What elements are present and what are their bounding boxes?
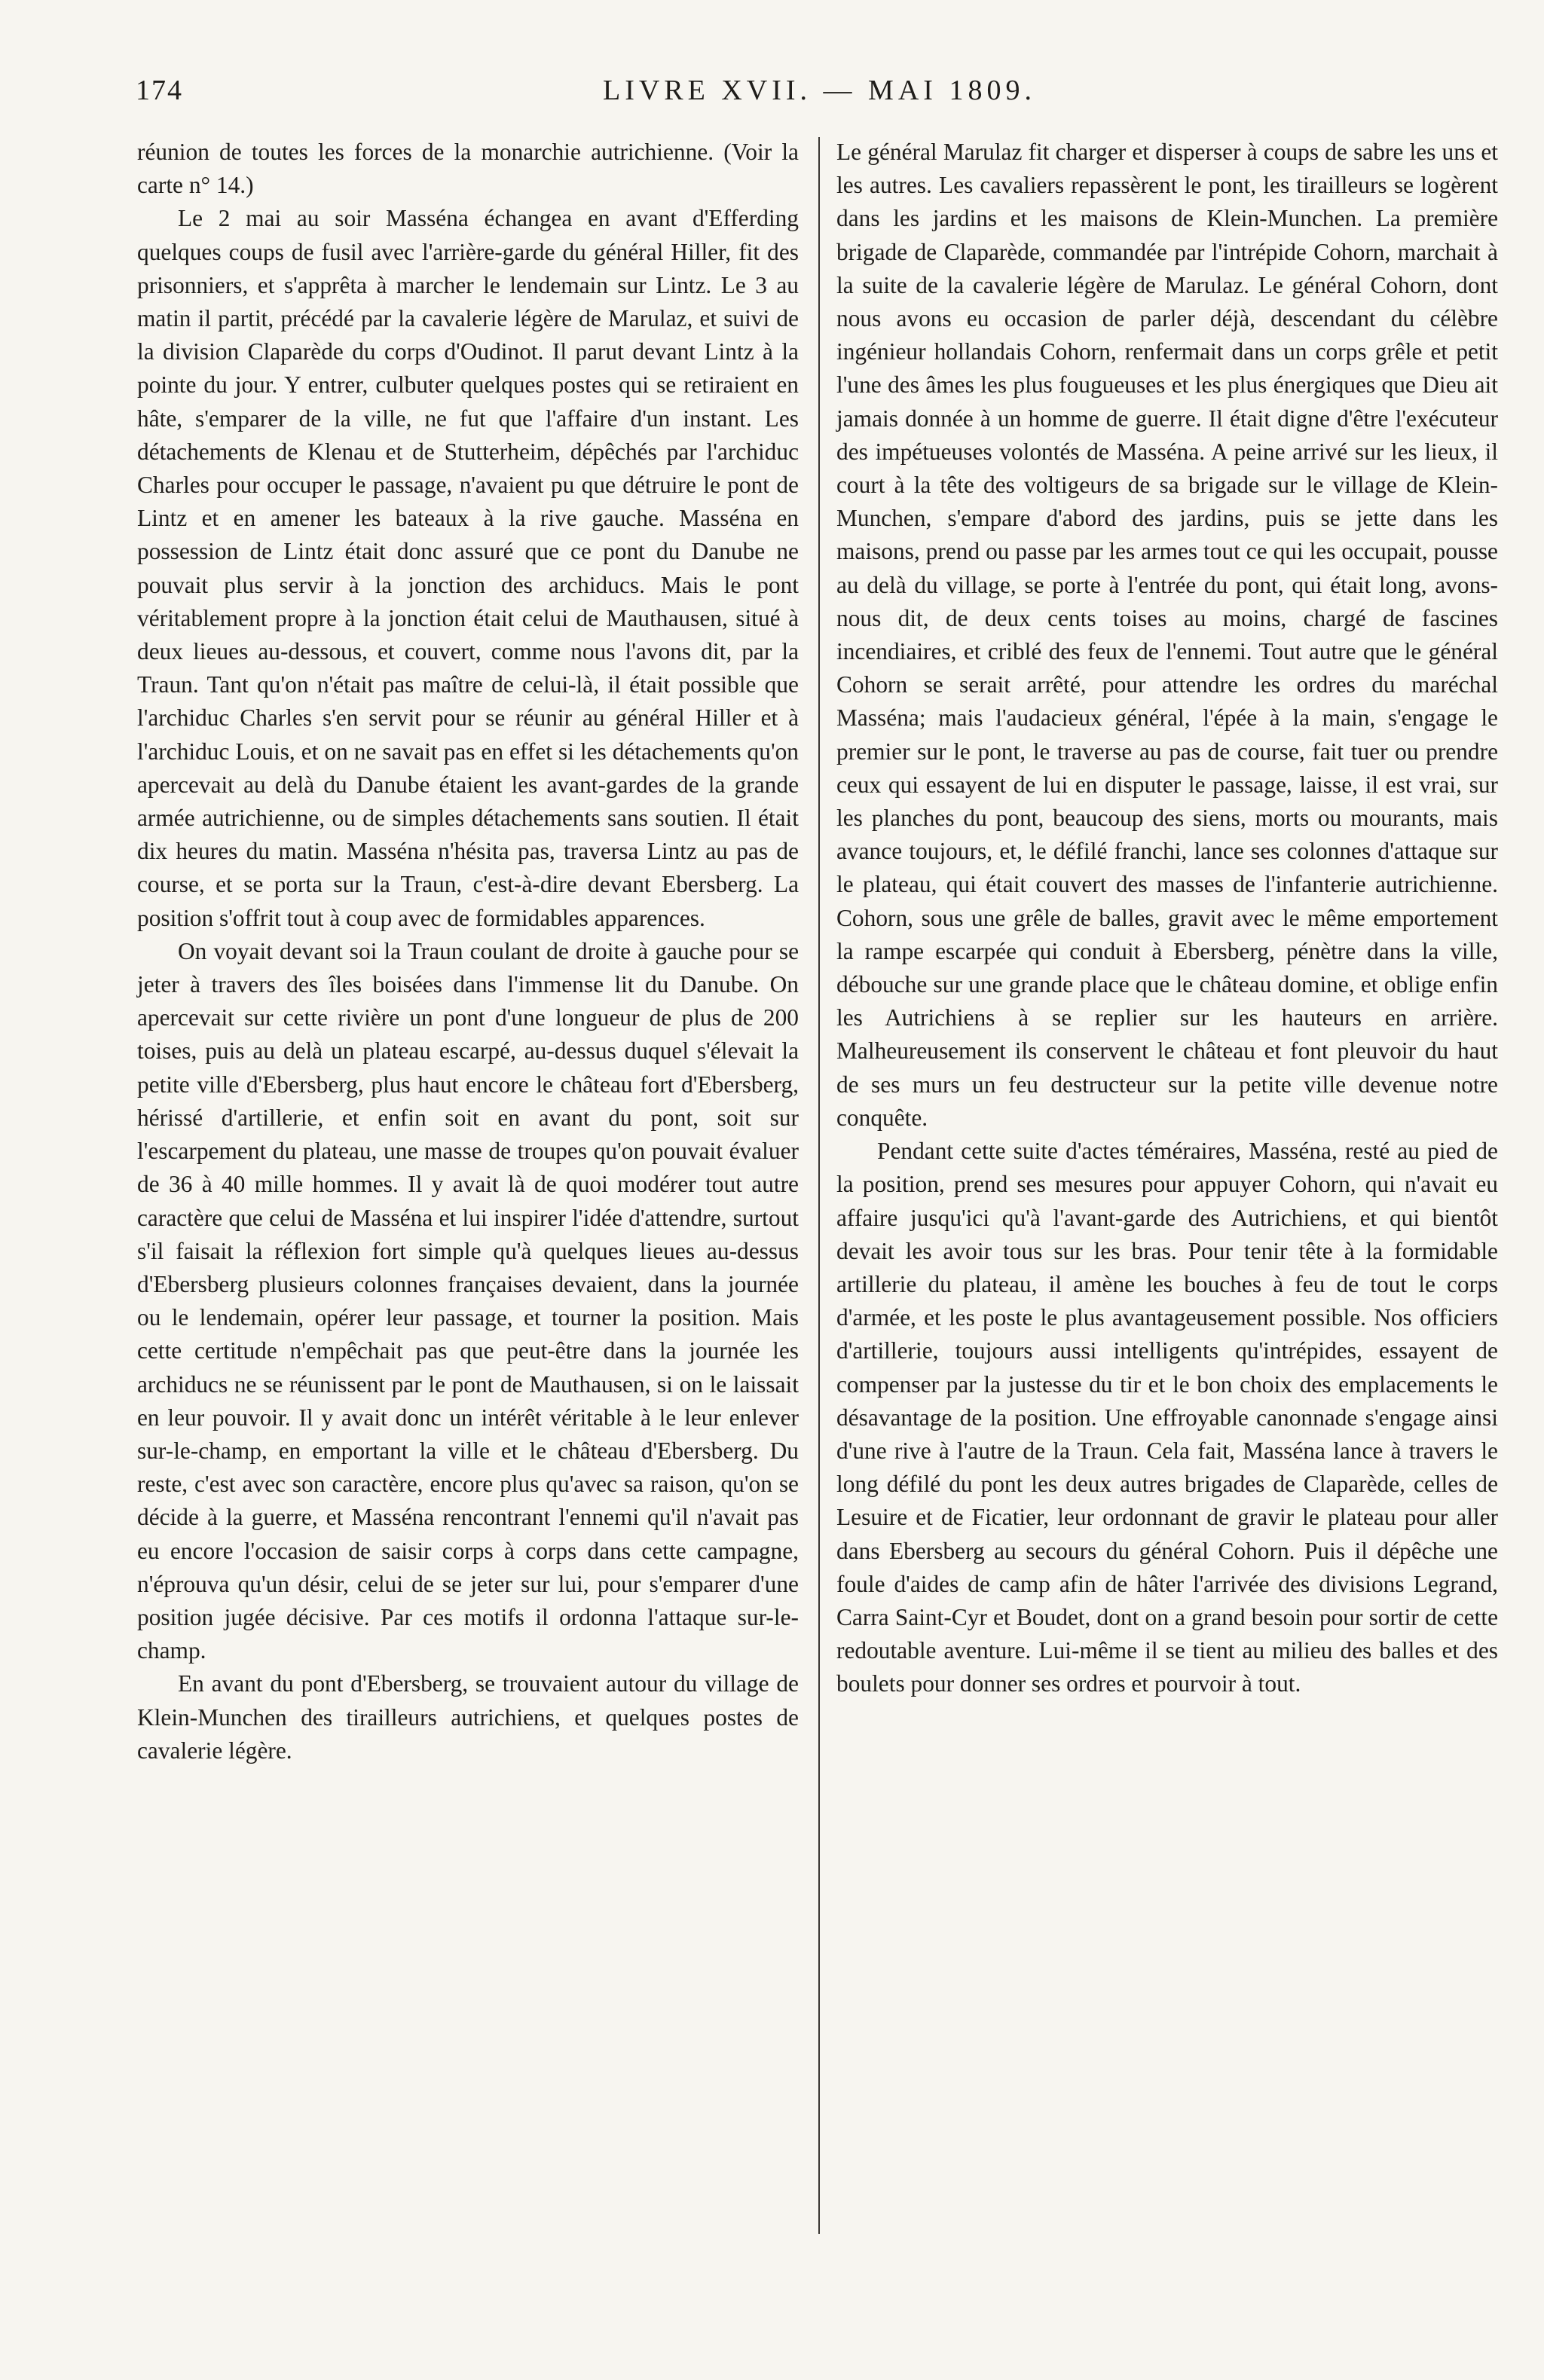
paragraph: Le général Marulaz fit charger et disperser à coups de sabre les uns et les autres. Les cavaliers repassèrent le pont, les tirailleurs se logèrent dans les jardins et les maisons de Klein-Munchen. La première brigade de Claparède, commandée par l'intrépide Cohorn, marchait à la suite de la cavalerie légère de Marulaz. Le général Cohorn, dont nous avons eu occasion de parler déjà, descendant du célèbre ingénieur hollandais Cohorn, renfermait dans un corps grêle et petit l'une des âmes les plus fougueuses et les plus énergiques que Dieu ait jamais donnée à un homme de guerre. Il était digne d'être l'exécuteur des impétueuses volontés de Masséna. A peine arrivé sur les lieux, il court à la tête des voltigeurs de sa brigade sur le village de Klein-Munchen, s'empare d'abord des jardins, puis se jette dans les maisons, prend ou passe par les armes tout ce qui les occupait, pousse au delà du village, se porte à l'entrée du pont, qui était long, avons-nous dit, de deux cents toises au moins, chargé de fascines incendiaires, et criblé des feux de l'ennemi. Tout autre que le général Cohorn se serait arrêté, pour attendre les ordres du maréchal Masséna; mais l'audacieux général, l'épée à la main, s'engage le premier sur le pont, le traverse au pas de course, fait tuer ou prendre ceux qui essayent de lui en disputer le passage, laisse, il est vrai, sur les planches du pont, beaucoup des siens, morts ou mourants, mais avance toujours, et, le défilé franchi, lance ses colonnes d'attaque sur le plateau, qui était couvert des masses de l'infanterie autrichienne. Cohorn, sous une grêle de balles, gravit avec le même emportement la rampe escarpée qui conduit à Ebersberg, pénètre dans la ville, débouche sur une grande place que le château domine, et oblige enfin les Autrichiens à se replier sur les hauteurs en arrière. Malheureusement ils conservent le château et font pleuvoir du haut de ses murs un feu destructeur sur la petite ville devenue notre conquête. [836,139,1498,1131]
paragraph: réunion de toutes les forces de la monarchie autrichienne. (Voir la carte n° 14.) [137,139,799,199]
running-head: LIVRE XVII. — MAI 1809. [603,75,1036,106]
paragraph: On voyait devant soi la Traun coulant de droite à gauche pour se jeter à travers des îles boisées dans l'immense lit du Danube. On apercevait sur cette rivière un pont d'une longueur de plus de 200 toises, puis au delà un plateau escarpé, au-dessus duquel s'élevait la petite ville d'Ebersberg, plus haut encore le château fort d'Ebersberg, hérissé d'artillerie, et enfin soit en avant du pont, soit sur l'escarpement du plateau, une masse de troupes qu'on pouvait évaluer de 36 à 40 mille hommes. Il y avait là de quoi modérer tout autre caractère que celui de Masséna et lui inspirer l'idée d'attendre, surtout s'il faisait la réflexion fort simple qu'à quelques lieues au-dessus d'Ebersberg plusieurs colonnes françaises devaient, dans la journée ou le lendemain, opérer leur passage, et tourner la position. Mais cette certitude n'empêchait pas que peut-être dans la journée les archiducs ne se réunissent par le pont de Mauthausen, si on le laissait en leur pouvoir. Il y avait donc un intérêt véritable à le leur enlever sur-le-champ, en emportant la ville et le château d'Ebersberg. Du reste, c'est avec son caractère, encore plus qu'avec sa raison, qu'on se décide à la guerre, et Masséna rencontrant l'ennemi qu'il n'avait pas eu encore l'occasion de saisir corps à corps dans cette campagne, n'éprouva qu'un désir, celui de se jeter sur lui, pour s'emparer d'une position jugée décisive. Par ces motifs il ordonna l'attaque sur-le-champ. [137,937,799,1664]
paragraph: En avant du pont d'Ebersberg, se trouvaient autour du village de Klein-Munchen des tirailleurs autrichiens, et quelques postes de cavalerie légère. [137,1670,799,1764]
paragraph: Le 2 mai au soir Masséna échangea en avant d'Efferding quelques coups de fusil avec l'arrière-garde du général Hiller, fit des prisonniers, et s'apprêta à marcher le lendemain sur Lintz. Le 3 au matin il partit, précédé par la cavalerie légère de Marulaz, et suivi de la division Claparède du corps d'Oudinot. Il parut devant Lintz à la pointe du jour. Y entrer, culbuter quelques postes qui se retiraient en hâte, s'emparer de la ville, ne fut que l'affaire d'un instant. Les détachements de Klenau et de Stutterheim, dépêchés par l'archiduc Charles pour occuper le passage, n'avaient pu que détruire le pont de Lintz et en amener les bateaux à la rive gauche. Masséna en possession de Lintz était donc assuré que ce pont du Danube ne pouvait plus servir à la jonction des archiducs. Mais le pont véritablement propre à la jonction était celui de Mauthausen, situé à deux lieues au-dessous, et couvert, comme nous l'avons dit, par la Traun. Tant qu'on n'était pas maître de celui-là, il était possible que l'archiduc Charles s'en servit pour se réunir au général Hiller et à l'archiduc Louis, et on ne savait pas en effet si les détachements qu'on apercevait au delà du Danube étaient les avant-gardes de la grande armée autrichienne, ou de simples détachements sans soutien. Il était dix heures du matin. Masséna n'hésita pas, traversa Lintz au pas de course, et se porta sur la Traun, c'est-à-dire devant Ebersberg. La position s'offrit tout à coup avec de formidables apparences. [137,205,799,931]
left-column [137,136,799,1767]
column-divider [818,137,820,2234]
page-number: 174 [136,75,183,106]
right-column [836,136,1498,1701]
page-header [136,74,1492,112]
paragraph: Pendant cette suite d'actes téméraires, Masséna, resté au pied de la position, prend ses mesures pour appuyer Cohorn, qui n'avait eu affaire jusqu'ici qu'à l'avant-garde des Autrichiens, et qui bientôt devait les avoir tous sur les bras. Pour tenir tête à la formidable artillerie du plateau, il amène les bouches à feu de tout le corps d'armée, et les poste le plus avantageusement possible. Nos officiers d'artillerie, toujours aussi intelligents qu'intrépides, essayent de compenser par la justesse du tir et le bon choix des emplacements le désavantage de la position. Une effroyable canonnade s'engage ainsi d'une rive à l'autre de la Traun. Cela fait, Masséna lance à travers le long défilé du pont les deux autres brigades de Claparède, celles de Lesuire et de Ficatier, leur ordonnant de gravir le plateau pour aller dans Ebersberg au secours du général Cohorn. Puis il dépêche une foule d'aides de camp afin de hâter l'arrivée des divisions Legrand, Carra Saint-Cyr et Boudet, dont on a grand besoin pour sortir de cette redoutable aventure. Lui-même il se tient au milieu des balles et des boulets pour donner ses ordres et pourvoir à tout. [836,1138,1498,1697]
